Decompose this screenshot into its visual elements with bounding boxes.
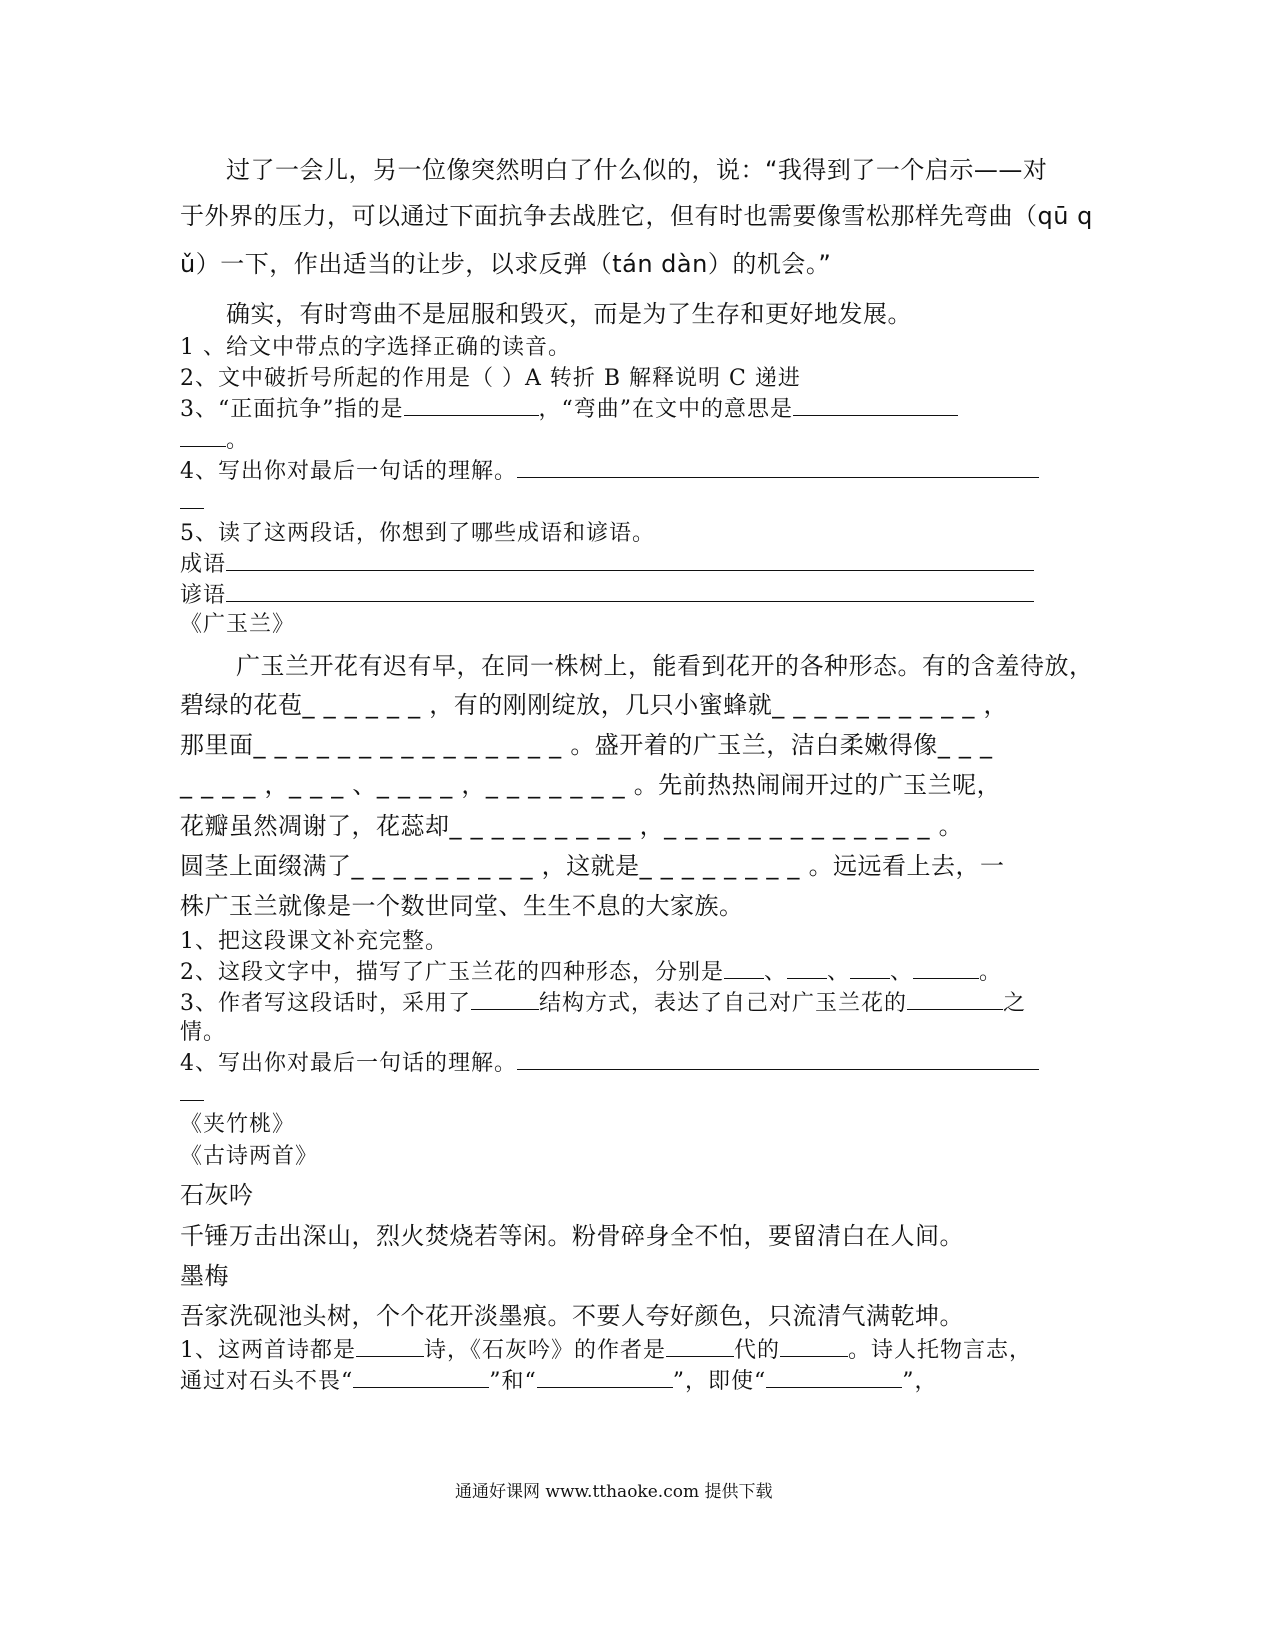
gyl-line6 <box>180 846 1005 881</box>
gyl-line7: 株广玉兰就像是一个数世同堂、生生不息的大家族。 <box>180 892 744 920</box>
gyl-blank-10[interactable]: _________ <box>351 852 542 880</box>
s1-question-3-cont <box>180 423 249 454</box>
gyl-blank-11[interactable]: ________ <box>639 852 809 880</box>
gyl-line2 <box>180 685 1008 720</box>
gyl-l6-text-a: 圆茎上面缀满了 <box>180 852 352 880</box>
s4-question-1-line2 <box>180 1364 938 1395</box>
gyl-l5-text-c: 。 <box>938 812 964 840</box>
s4-q1-blank-5[interactable] <box>537 1364 673 1388</box>
s2-question-4-cont <box>180 1077 204 1107</box>
s2-q3-label-c: 之 <box>1003 991 1027 1017</box>
jiazhutao-title: 《夹竹桃》 <box>180 1112 296 1137</box>
s2-question-4 <box>180 1046 1039 1077</box>
s2-q3-label-b: 结构方式，表达了自己对广玉兰花的 <box>539 991 908 1017</box>
s2-q2-blank-2[interactable] <box>787 955 827 979</box>
gyl-blank-9[interactable]: _____________ <box>664 812 939 840</box>
s2-question-2: 2、这段文字中，描写了广玉兰花的四种形态，分别是 、 、 、 。 <box>180 955 1002 986</box>
gyl-l2-text-c: ， <box>983 691 1008 719</box>
s4-q1-blank-1[interactable] <box>356 1333 424 1357</box>
s1-question-4-cont <box>180 485 204 515</box>
q3-blank-2[interactable] <box>793 392 958 416</box>
q3-label-b: ，“弯曲”在文中的意思是 <box>538 397 793 423</box>
gyl-blank-2[interactable]: __________ <box>772 691 984 719</box>
idioms-row <box>180 547 1034 578</box>
q3-end: 。 <box>226 428 250 454</box>
gyl-blank-7[interactable]: _______ <box>485 771 634 799</box>
gyl-l4-sep-2: 、 <box>352 771 377 799</box>
s2-q4-label: 4、写出你对最后一句话的理解。 <box>180 1051 517 1077</box>
s2-q2-label: 2、这段文字中，描写了广玉兰花的四种形态，分别是 <box>180 960 724 986</box>
poem1-text: 千锤万击出深山，烈火焚烧若等闲。粉骨碎身全不怕，要留清白在人间。 <box>180 1222 964 1250</box>
gyl-l4-sep-3: ， <box>461 771 486 799</box>
s1-question-5: 5、读了这两段话，你想到了哪些成语和谚语。 <box>180 521 655 546</box>
gyl-l5-text-a: 花瓣虽然凋谢了，花蕊却 <box>180 812 450 840</box>
para2: 确实，有时弯曲不是屈服和毁灭，而是为了生存和更好地发展。 <box>226 300 912 328</box>
gushi-title: 《古诗两首》 <box>180 1144 319 1169</box>
s4-q1-blank-6[interactable] <box>766 1364 902 1388</box>
s2-q4-answer-line[interactable] <box>517 1046 1039 1070</box>
s2-q2-blank-4[interactable] <box>913 955 979 979</box>
gyl-l4-text-b: 。先前热热闹闹开过的广玉兰呢， <box>633 771 1002 799</box>
gyl-l6-text-b: ，这就是 <box>541 852 640 880</box>
s1-question-3 <box>180 392 958 423</box>
s2-q2-blank-1[interactable] <box>724 955 764 979</box>
proverbs-row <box>180 578 1034 609</box>
q4-answer-line[interactable] <box>517 454 1039 478</box>
s4-q1-label-a: 1、这两首诗都是 <box>180 1338 356 1364</box>
gyl-blank-5[interactable]: ___ <box>288 771 353 799</box>
s2-question-1: 1、把这段课文补充完整。 <box>180 929 448 954</box>
q3-blank-1[interactable] <box>404 392 539 416</box>
s2-q3-blank-1[interactable] <box>471 986 539 1010</box>
idioms-label: 成语 <box>180 552 227 578</box>
s4-q1-blank-2[interactable] <box>666 1333 734 1357</box>
s1-question-4 <box>180 454 1039 485</box>
gyl-blank-3[interactable]: _______________ <box>253 731 571 759</box>
s2-q2-blank-3[interactable] <box>850 955 890 979</box>
s2-question-3 <box>180 986 1026 1017</box>
gyl-l4-sep-1: ， <box>264 771 289 799</box>
gyl-line4 <box>180 765 1001 800</box>
s2-q3-blank-2[interactable] <box>907 986 1003 1010</box>
gyl-l3-text-a: 那里面 <box>180 731 254 759</box>
gyl-l2-text-a: 碧绿的花苞 <box>180 691 303 719</box>
s2-question-3-cont: 情。 <box>180 1020 227 1045</box>
s4-q1-label-d: 。诗人托物言志， <box>848 1338 1033 1364</box>
s1-question-1: 1 、给文中带点的字选择正确的读音。 <box>180 335 571 360</box>
q3-blank-2-cont[interactable] <box>180 423 226 447</box>
gyl-l3-text-b: 。盛开着的广玉兰，洁白柔嫩得像 <box>570 731 938 759</box>
para1-line1: 过了一会儿，另一位像突然明白了什么似的，说：“我得到了一个启示——对 <box>226 156 1048 184</box>
proverbs-answer-line[interactable] <box>226 578 1034 602</box>
s4-q1-label-b: 诗，《石灰吟》的作者是 <box>424 1338 667 1364</box>
s4-q1-label-c: 代的 <box>734 1338 781 1364</box>
s4-q1-l2-label-a: 通过对石头不畏“ <box>180 1369 354 1395</box>
s2-q4-answer-line-cont[interactable] <box>180 1077 204 1101</box>
s4-q1-l2-label-d: ”， <box>902 1369 938 1395</box>
s4-q1-l2-label-b: ”和“ <box>489 1369 537 1395</box>
s1-question-2: 2、文中破折号所起的作用是（ ）A 转折 B 解释说明 C 递进 <box>180 366 801 391</box>
poem2-text: 吾家洗砚池头树，个个花开淡墨痕。不要人夸好颜色，只流清气满乾坤。 <box>180 1302 964 1330</box>
gyl-l2-text-b: ，有的刚刚绽放，几只小蜜蜂就 <box>429 691 773 719</box>
proverbs-label: 谚语 <box>180 583 227 609</box>
footer-credit: 通通好课网 www.tthaoke.com 提供下载 <box>455 1482 773 1502</box>
poem1-title: 石灰吟 <box>180 1181 254 1209</box>
gyl-blank-6[interactable]: ____ <box>376 771 462 799</box>
s4-q1-l2-label-c: ”，即使“ <box>672 1369 767 1395</box>
gyl-blank-8[interactable]: _________ <box>449 812 640 840</box>
gyl-line1: 广玉兰开花有迟有早，在同一株树上，能看到花开的各种形态。有的含羞待放， <box>236 652 1094 680</box>
para1-line2: 于外界的压力，可以通过下面抗争去战胜它，但有时也需要像雪松那样先弯曲（qū q <box>180 202 1093 230</box>
q3-label-a: 3、“正面抗争”指的是 <box>180 397 404 423</box>
poem2-title: 墨梅 <box>180 1262 229 1290</box>
s2-q3-label-a: 3、作者写这段话时，采用了 <box>180 991 471 1017</box>
gyl-l6-text-c: 。远远看上去，一 <box>808 852 1005 880</box>
para1-line3: ǔ）一下，作出适当的让步，以求反弹（tán dàn）的机会。” <box>180 250 832 278</box>
gyl-line3 <box>180 725 1001 760</box>
gyl-l5-text-b: ， <box>639 812 665 840</box>
s4-q1-blank-3[interactable] <box>780 1333 848 1357</box>
q4-answer-line-cont[interactable] <box>180 485 204 509</box>
s4-q1-blank-4[interactable] <box>353 1364 489 1388</box>
q4-label: 4、写出你对最后一句话的理解。 <box>180 459 517 485</box>
gyl-blank-1[interactable]: ______ <box>302 691 430 719</box>
gyl-blank-4-cont[interactable]: ____ <box>180 771 265 799</box>
guangyulan-title: 《广玉兰》 <box>180 612 296 637</box>
s4-question-1-line1 <box>180 1333 1032 1364</box>
idioms-answer-line[interactable] <box>226 547 1034 571</box>
gyl-blank-4[interactable]: ___ <box>937 731 1002 759</box>
gyl-line5 <box>180 806 963 841</box>
